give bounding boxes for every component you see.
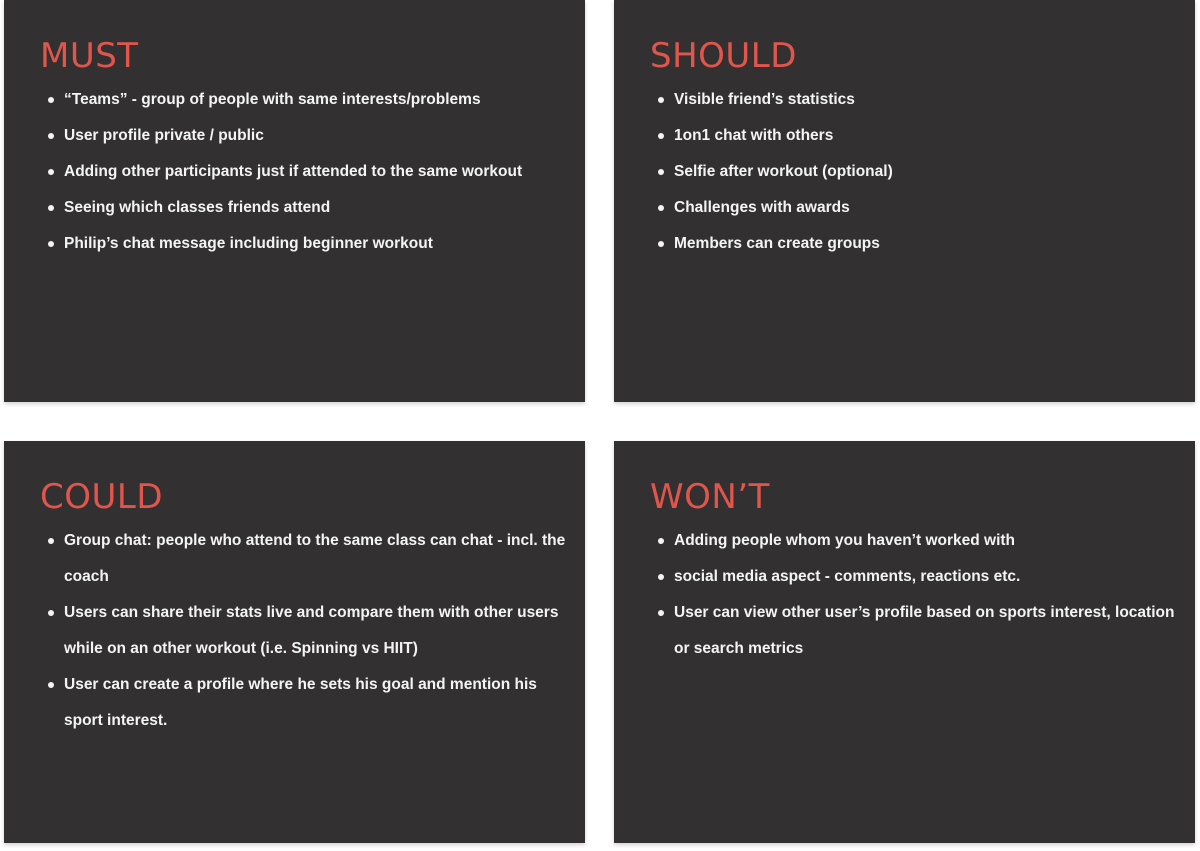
bullet-icon <box>658 610 664 616</box>
card-must <box>4 0 585 402</box>
bullet-icon <box>658 205 664 211</box>
list-item-text: Adding other participants just if attended to the same workout <box>64 163 523 180</box>
bullet-icon <box>48 682 54 688</box>
list-item-text: Selfie after workout (optional) <box>674 163 893 180</box>
list-item-text: Philip’s chat message including beginner workout <box>64 235 433 252</box>
list-item-text: Group chat: people who attend to the same class can chat - incl. the coach <box>64 532 566 585</box>
list-item-text: Challenges with awards <box>674 199 850 216</box>
list-item-text: Visible friend’s statistics <box>674 91 855 108</box>
list-item-text: User profile private / public <box>64 127 264 144</box>
could-list <box>4 523 585 739</box>
bullet-icon <box>658 97 664 103</box>
bullet-icon <box>658 169 664 175</box>
list-item <box>4 154 585 190</box>
card-title-should: SHOULD <box>650 36 797 76</box>
list-item-text: “Teams” - group of people with same interests/problems <box>64 91 481 108</box>
card-title-could: COULD <box>40 477 164 517</box>
list-item-text: Members can create groups <box>674 235 880 252</box>
must-list <box>4 82 585 262</box>
list-item <box>4 190 585 226</box>
list-item-text: User can create a profile where he sets his goal and mention his sport interest. <box>64 676 537 729</box>
list-item <box>4 667 585 739</box>
bullet-icon <box>48 133 54 139</box>
bullet-icon <box>658 574 664 580</box>
list-item <box>614 595 1195 667</box>
list-item <box>614 154 1195 190</box>
list-item-text: User can view other user’s profile based on sports interest, location or search metrics <box>674 604 1175 657</box>
list-item-text: Seeing which classes friends attend <box>64 199 331 216</box>
list-item-text: Adding people whom you haven’t worked with <box>674 532 1016 549</box>
bullet-icon <box>658 241 664 247</box>
list-item-text: 1on1 chat with others <box>674 127 834 144</box>
bullet-icon <box>658 133 664 139</box>
card-could <box>4 441 585 843</box>
list-item <box>4 118 585 154</box>
bullet-icon <box>48 610 54 616</box>
list-item <box>4 595 585 667</box>
card-title-must: MUST <box>40 36 139 76</box>
list-item <box>614 226 1195 262</box>
list-item <box>614 559 1195 595</box>
bullet-icon <box>48 241 54 247</box>
list-item <box>4 226 585 262</box>
list-item <box>614 523 1195 559</box>
card-title-wont: WON’T <box>650 477 770 517</box>
bullet-icon <box>48 538 54 544</box>
bullet-icon <box>48 205 54 211</box>
card-should <box>614 0 1195 402</box>
list-item <box>614 82 1195 118</box>
list-item <box>614 118 1195 154</box>
list-item-text: social media aspect - comments, reactions etc. <box>674 568 1021 585</box>
list-item <box>614 190 1195 226</box>
bullet-icon <box>658 538 664 544</box>
card-wont <box>614 441 1195 843</box>
list-item <box>4 82 585 118</box>
bullet-icon <box>48 169 54 175</box>
list-item <box>4 523 585 595</box>
should-list <box>614 82 1195 262</box>
list-item-text: Users can share their stats live and compare them with other users while on an other workout (i.e. Spinning vs HIIT) <box>64 604 559 657</box>
bullet-icon <box>48 97 54 103</box>
wont-list <box>614 523 1195 667</box>
